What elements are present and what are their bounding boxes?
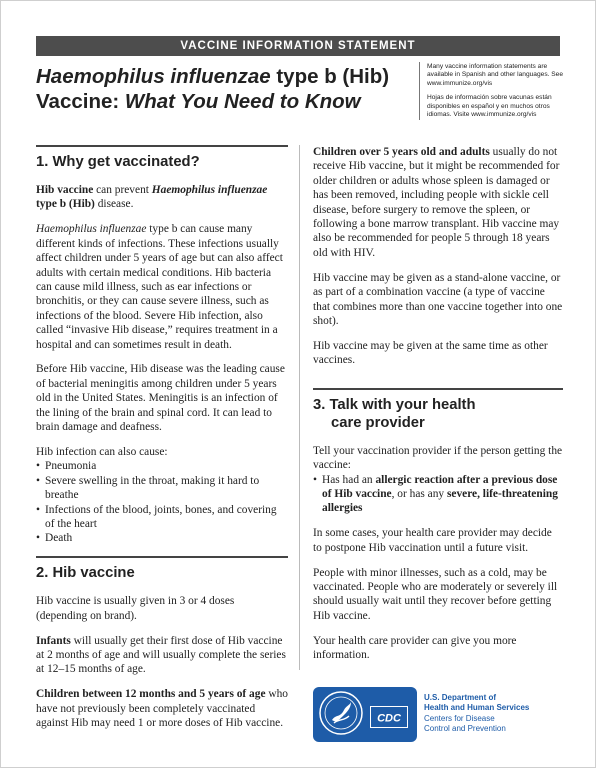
section-3-heading <box>313 388 563 432</box>
list-item: • Infections of the blood, joints, bones, and covering of the heart <box>36 503 288 532</box>
list-item: • Death <box>36 531 288 545</box>
para-text: usually do not receive Hib vaccine, but it might be recommended for older children or adults whose spleen is damaged or has been removed, including people with sickle cell disease, before surgery to remove the spleen, or following a bone marrow transplant. Hib vaccine may also be recommended for people 5 through 18 years old with HIV. <box>313 146 560 259</box>
para-bold: Children between 12 months and 5 years of age <box>36 688 266 701</box>
list-item: • Pneumonia <box>36 459 288 473</box>
section-2-para-6: Hib vaccine may be given at the same time as other vaccines. <box>313 339 548 367</box>
intro-bold-typeb: type b (Hib) <box>36 198 95 211</box>
title-organism: Haemophilus influenzae <box>36 65 271 88</box>
intro-organism: Haemophilus influenzae <box>151 184 268 196</box>
bullet-text: , or has any <box>391 487 447 500</box>
cdc-logo-text: CDC <box>377 712 401 725</box>
bullet-bold: severe, life-threatening allergies <box>322 487 558 515</box>
section-3-para-2: In some cases, your health care provider may decide to postpone Hib vaccination until a future visit. <box>313 527 552 554</box>
list-item: • Severe swelling in the throat, making it hard to breathe <box>36 474 288 503</box>
list-intro: Hib infection can also cause: <box>36 446 168 458</box>
language-note <box>427 63 567 125</box>
right-column <box>313 145 563 673</box>
para-bold: Children over 5 years old and adults <box>313 146 490 158</box>
title-divider <box>419 62 420 120</box>
left-column <box>36 145 288 741</box>
provider-list <box>313 473 563 516</box>
page-title <box>36 64 416 114</box>
list-item <box>313 473 563 516</box>
section-3-heading-line1: 3. Talk with your health <box>313 396 476 413</box>
para2-organism: Haemophilus influenzae <box>36 223 147 236</box>
section-1-para-3: Before Hib vaccine, Hib disease was the leading cause of bacterial meningitis among children under 5 years old in the United States. Meningitis is an infection of the lining of the brain and spinal cord. It can lead to brain damage and deafness. <box>36 363 285 434</box>
para-bold: Infants <box>36 634 71 647</box>
section-2-para-5: Hib vaccine may be given as a stand-alone vaccine, or as part of a combination vaccine (a type of vaccine that combines more than one vaccine together into one shot). <box>313 271 563 327</box>
vis-banner: VACCINE INFORMATION STATEMENT <box>36 36 560 56</box>
title-line2-plain: Vaccine: <box>36 90 125 113</box>
cdc-logo-icon <box>370 706 408 728</box>
section-1-para-2 <box>36 222 288 352</box>
intro-bold-hib: Hib vaccine <box>36 184 94 196</box>
cdc-name-line2: Control and Prevention <box>424 723 506 733</box>
section-3-para-3: People with minor illnesses, such as a cold, may be vaccinated. People who are moderately or severely ill should usually wait until they recover before getting Hib vaccine. <box>313 566 558 622</box>
language-note-english: Many vaccine information statements are available in Spanish and other languages. See www.immunize.org/vis <box>427 63 564 87</box>
intro-text-end: disease. <box>94 198 134 211</box>
section-2-para-4 <box>313 145 563 260</box>
hhs-seal-icon <box>318 690 364 736</box>
para-text: who have not previously been completely vaccinated against Hib may need 1 or more doses of Hib vaccine. <box>36 688 288 730</box>
para-text: will usually get their first dose of Hib vaccine at 2 months of age and will usually complete the series at 12–15 months of age. <box>36 634 286 676</box>
column-divider <box>299 145 300 670</box>
section-2-para-2 <box>36 634 288 677</box>
bullet-text: Has had an <box>322 473 376 486</box>
section-3-heading-line2: care provider <box>331 414 425 431</box>
agency-names <box>424 693 564 734</box>
section-2-heading: 2. Hib vaccine <box>36 556 288 582</box>
bullet-bold: allergic reaction after a previous dose of Hib vaccine <box>322 473 558 500</box>
section-2-para-1: Hib vaccine is usually given in 3 or 4 doses (depending on brand). <box>36 595 235 622</box>
para2-text: type b can cause many different kinds of infections. These infections usually affect children under 5 years of age but can also affect adults with certain medical conditions. Hib bacteria can cause mild illness, such as ear infections or bronchitis, or they can cause severe illness, such as infections of the blood. Severe Hib infection, also called “invasive Hib disease,” requires treatment in a hospital and can sometimes result in death. <box>36 223 283 351</box>
section-1-intro <box>36 183 288 212</box>
title-line1-rest: type b (Hib) <box>270 65 390 88</box>
section-3-para-4: Your health care provider can give you more information. <box>313 634 517 662</box>
hhs-name-line2: Health and Human Services <box>424 703 530 713</box>
section-3-para-1: Tell your vaccination provider if the person getting the vaccine: <box>313 444 563 472</box>
title-line2-italic: What You Need to Know <box>124 90 361 113</box>
infection-list <box>36 459 288 545</box>
language-note-spanish: Hojas de información sobre vacunas están disponibles en español y en muchos otros idiomas. Visite www.immunize.org/vis <box>427 94 552 119</box>
cdc-name-line1: Centers for Disease <box>424 713 495 723</box>
section-2-para-3 <box>36 687 288 730</box>
intro-text: can prevent <box>93 184 152 196</box>
section-1-heading: 1. Why get vaccinated? <box>36 145 288 171</box>
hhs-name-line1: U.S. Department of <box>424 693 497 702</box>
